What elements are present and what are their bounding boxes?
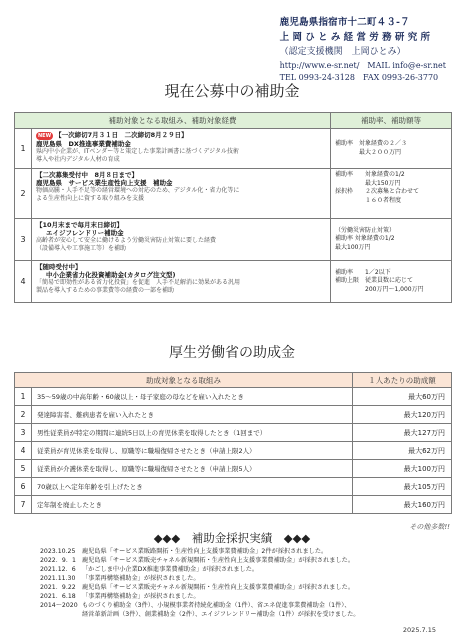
grant-table-header bbox=[15, 373, 452, 388]
table-row bbox=[15, 388, 452, 406]
grant-text: 70歳以上へ定年年齢を引上げたとき bbox=[32, 478, 353, 496]
new-badge: NEW bbox=[38, 132, 52, 139]
table-row bbox=[15, 496, 452, 514]
list-item bbox=[40, 610, 359, 619]
office-name: 上 岡 ひ と み 経 営 労 務 研 究 所 bbox=[279, 32, 431, 43]
list-item bbox=[40, 583, 359, 592]
grant-amount: 最大100万円 bbox=[353, 460, 452, 478]
grant-amount: 最大105万円 bbox=[353, 478, 452, 496]
subsidy-section-title: 現在公募中の補助金 bbox=[164, 82, 300, 100]
subsidy-desc-2: （設備導入や工事施工等）を補助 bbox=[36, 245, 127, 252]
table-row bbox=[15, 169, 452, 219]
grant-text: 発達障害者、難病患者を雇い入れたとき bbox=[32, 406, 353, 424]
table-row bbox=[15, 406, 452, 424]
rate-line-2: 最大150万円 bbox=[335, 179, 401, 187]
subsidy-rate bbox=[331, 261, 452, 303]
result-date: 2014～2020 bbox=[40, 602, 78, 609]
grant-table bbox=[14, 372, 452, 514]
rate-line-2: 補助率 対象経費の1/2 bbox=[335, 235, 395, 243]
grant-text: 35～59歳の中高年齢・60歳以上・母子家庭の母などを雇い入れたとき bbox=[32, 388, 353, 406]
table-row bbox=[15, 442, 452, 460]
grant-col-content: 助成対象となる取組み bbox=[15, 373, 353, 388]
result-date: 2021.11.30 bbox=[40, 575, 76, 582]
subsidy-table bbox=[14, 112, 452, 303]
grant-note: その他多数!! bbox=[409, 523, 450, 531]
subsidy-name: 鹿児島県 サービス業生産性向上支援 補助金 bbox=[36, 179, 173, 187]
grant-amount: 最大60万円 bbox=[353, 388, 452, 406]
row-number: 1 bbox=[15, 129, 32, 169]
subsidy-desc-2: よる生産性向上に資する取り組みを支援 bbox=[36, 195, 145, 202]
subsidy-desc-2: 製品を導入するための事業費等の経費の一部を補助 bbox=[36, 287, 175, 294]
rate-line-3: 採択枠 ２次募集と合わせて bbox=[335, 188, 420, 195]
row-number: 4 bbox=[15, 442, 32, 460]
subsidy-name: 中小企業省力化投資補助金(カタログ注文型) bbox=[46, 271, 176, 279]
list-item bbox=[40, 592, 359, 601]
subsidy-desc-1: 県内中小企業が、ITベンダー等と策定した事業計画書に基づくデジタル技術 bbox=[36, 148, 239, 155]
rate-line-3: 200万円～1,000万円 bbox=[335, 285, 424, 293]
grant-text: 従業員が育児休業を取得し、原職等に職場復帰させたとき（申請上限2人） bbox=[32, 442, 353, 460]
rate-line-1: 補助率 対象経費の２／３ bbox=[335, 140, 408, 147]
list-item bbox=[40, 565, 359, 574]
grant-amount: 最大120万円 bbox=[353, 406, 452, 424]
rate-line-1: 補助率 1／2以下 bbox=[335, 268, 391, 276]
table-row bbox=[15, 424, 452, 442]
result-text: 「事業再構築補助金」が採択されました。 bbox=[82, 575, 200, 582]
subsidy-name: 鹿児島県 DX推進事業費補助金 bbox=[36, 140, 131, 148]
subsidy-col-rate: 補助率、補助額等 bbox=[331, 113, 452, 129]
row-number: 3 bbox=[15, 424, 32, 442]
table-row bbox=[15, 261, 452, 303]
row-number: 5 bbox=[15, 460, 32, 478]
subsidy-deadline: 【二次募集受付中 8月８日まで】 bbox=[36, 171, 139, 179]
row-number: 3 bbox=[15, 219, 32, 261]
grant-section-title: 厚生労働省の助成金 bbox=[169, 345, 295, 361]
result-date: 2021.12．6 bbox=[40, 566, 76, 573]
list-item bbox=[40, 601, 359, 610]
list-item bbox=[40, 547, 359, 556]
subsidy-desc-2: 導入や社内デジタル人材の育成 bbox=[36, 156, 120, 163]
results-list bbox=[40, 547, 359, 619]
subsidy-content bbox=[32, 219, 331, 261]
rate-line-3: 最大100万円 bbox=[335, 243, 371, 251]
contact-header bbox=[280, 14, 446, 83]
result-date: 2023.10.25 bbox=[40, 548, 76, 555]
footer-date: 2025.7.15 bbox=[402, 626, 436, 634]
grant-text: 従業員が介護休業を取得し、原職等に職場復帰させたとき（申請上限5人） bbox=[32, 460, 353, 478]
subsidy-rate bbox=[331, 129, 452, 169]
subsidy-content bbox=[32, 169, 331, 219]
subsidy-rate bbox=[331, 219, 452, 261]
subsidy-table-header bbox=[15, 113, 452, 129]
result-date: 2021．9.22 bbox=[40, 584, 76, 591]
subsidy-deadline: 【随時受付中】 bbox=[36, 263, 82, 271]
row-number: 4 bbox=[15, 261, 32, 303]
subsidy-desc-1: 物価高騰・人手不足等の経営環境への対応のため、デジタル化・省力化等に bbox=[36, 187, 240, 194]
rate-line-2: 補助上限 従業員数に応じて bbox=[335, 277, 414, 285]
rate-line-4: １６０者程度 bbox=[335, 196, 402, 204]
subsidy-col-content: 補助対象となる取組み、補助対象経費 bbox=[15, 113, 331, 129]
address: 鹿児島県指宿市十二町４３-７ bbox=[279, 17, 410, 28]
row-number: 7 bbox=[15, 496, 32, 514]
subsidy-desc-1: 高齢者が安心して安全に働けるよう労働災害防止対策に要した経費 bbox=[36, 237, 217, 244]
grant-amount: 最大160万円 bbox=[353, 496, 452, 514]
subsidy-rate bbox=[331, 169, 452, 219]
row-number: 2 bbox=[15, 406, 32, 424]
table-row bbox=[15, 460, 452, 478]
table-row bbox=[15, 478, 452, 496]
rate-line-1: （労働災害防止対策） bbox=[335, 226, 396, 234]
tel-fax-line: TEL 0993-24-3128 FAX 0993-26-3770 bbox=[279, 73, 439, 82]
web-mail-line[interactable]: http://www.e-sr.net/ MAIL info@e-sr.net bbox=[279, 61, 446, 70]
subsidy-name: エイジフレンドリー補助金 bbox=[46, 229, 124, 237]
results-section-title: ◆◆◆ 補助金採択実績 ◆◆◆ bbox=[153, 531, 311, 545]
grant-amount: 最大62万円 bbox=[353, 442, 452, 460]
row-number: 1 bbox=[15, 388, 32, 406]
result-text: 「事業再構築補助金」が採択されました。 bbox=[82, 593, 200, 600]
result-text: 「かごしま中小企業DX推進事業費補助金」が採択されました。 bbox=[82, 566, 259, 573]
subsidy-deadline: 【一次締切7月３１日 二次締切8月２９日】 bbox=[55, 131, 188, 139]
result-text: 経営革新計画（3件）、創業補助金（2件）、エイジフレンドリー補助金（1件）が採択を受けました。 bbox=[82, 611, 360, 618]
list-item bbox=[40, 574, 359, 583]
certified-label: （認定支援機関 上岡ひとみ） bbox=[279, 47, 406, 57]
result-text: ものづくり補助金（3件）、小規模事業者持続化補助金（1件）、省エネ促進事業費補助金（1件）、 bbox=[82, 602, 351, 609]
table-row bbox=[15, 129, 452, 169]
subsidy-content bbox=[32, 261, 331, 303]
result-text: 鹿児島県「サービス業販路開拓・生産性向上支援事業費補助金」2件が採択されました。 bbox=[82, 548, 328, 555]
list-item bbox=[40, 556, 359, 565]
row-number: 2 bbox=[15, 169, 32, 219]
grant-amount: 最大127万円 bbox=[353, 424, 452, 442]
result-date: 2022．9．1 bbox=[40, 557, 76, 564]
subsidy-content bbox=[32, 129, 331, 169]
rate-line-2: 最大２００万円 bbox=[335, 148, 402, 156]
row-number: 6 bbox=[15, 478, 32, 496]
table-row bbox=[15, 219, 452, 261]
grant-text: 定年制を廃止したとき bbox=[32, 496, 353, 514]
grant-text: 男性従業員が特定の期間に連続5日以上の育児休業を取得したとき（1回まで） bbox=[32, 424, 353, 442]
subsidy-desc-1: 「簡易で即効性がある省力化投資」を促進 人手不足解消に効果がある汎用 bbox=[36, 279, 241, 286]
result-date: 2021．6.18 bbox=[40, 593, 76, 600]
subsidy-deadline: 【10月末まで毎月末日締切】 bbox=[36, 221, 124, 229]
grant-col-amount: １人あたりの助成額 bbox=[353, 373, 452, 388]
result-text: 鹿児島県「サービス業販売チャネル新規開拓・生産性向上支援事業費補助金」が採択されました。 bbox=[82, 584, 355, 591]
result-text: 鹿児島県「サービス業販売チャネル新規開拓・生産性向上支援事業費補助金」が採択されました。 bbox=[82, 557, 355, 564]
rate-line-1: 補助率 対象経費の1/2 bbox=[335, 171, 405, 178]
